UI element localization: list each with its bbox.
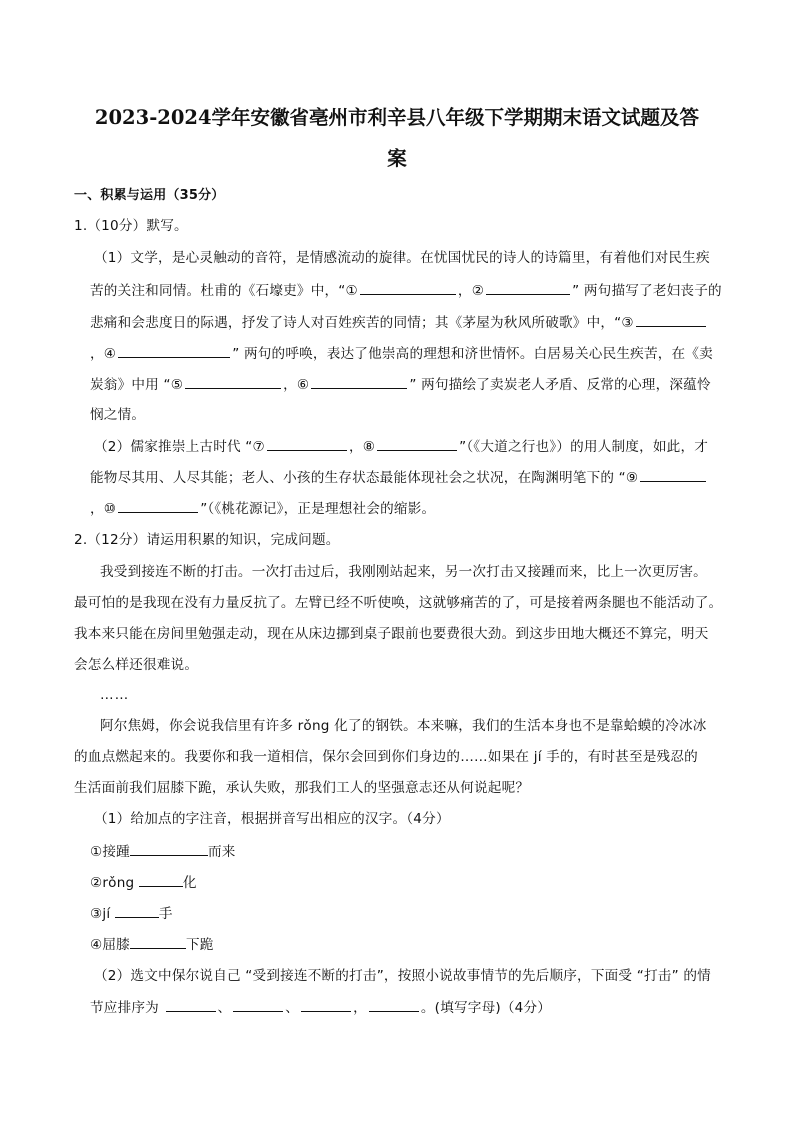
answer-blank-order-4[interactable]	[369, 997, 419, 1012]
answer-blank-order-1[interactable]	[166, 997, 216, 1012]
answer-blank-sub1-2[interactable]	[139, 872, 183, 887]
q1-p1-line-5: 炭翁》中用 “⑤ ，⑥ ” 两句描绘了卖炭老人矛盾、反常的心理，深蕴怜	[90, 374, 711, 395]
q1-p1-line-1: （1）文学，是心灵触动的音符，是情感流动的旋律。在忧国忧民的诗人的诗篇里，有着他们对民生疾	[94, 250, 710, 266]
passage-line-7: 生活面前我们屈膝下跪，承认失败，那我们工人的坚强意志还从何说起呢？	[74, 780, 530, 796]
sub-question-2-line-2: 节应排序为 、 、 ， 。(填写字母)（4分）	[90, 997, 551, 1018]
answer-blank-order-2[interactable]	[233, 997, 283, 1012]
sub1-item-3: ③jí 手	[90, 903, 173, 924]
passage-line-5: 阿尔焦姆，你会说我信里有许多 rǒng 化了的钢铁。本来嘛，我们的生活本身也不是靠蛤蟆的冷冰冰	[100, 718, 707, 734]
answer-blank-2[interactable]	[486, 280, 570, 295]
answer-blank-7[interactable]	[267, 436, 347, 451]
q1-p2-line-3: ，⑩ ”（《桃花源记》，正是理想社会的缩影。	[90, 498, 435, 519]
passage-line-3: 我本来只能在房间里勉强走动，现在从床边挪到桌子跟前也要费很大劲。到这步田地大概还不算完，明天	[74, 626, 709, 642]
q1-p1-line-6: 悯之情。	[90, 407, 146, 423]
passage-line-2: 最可怕的是我现在没有力量反抗了。左臂已经不听使唤，这就够痛苦的了，可是接着两条腿也不能活动了。	[74, 595, 723, 611]
answer-blank-5[interactable]	[185, 374, 281, 389]
answer-blank-order-3[interactable]	[301, 997, 351, 1012]
answer-blank-1[interactable]	[360, 280, 456, 295]
q1-p2-line-2: 能物尽其用、人尽其能；老人、小孩的生存状态最能体现社会之状况，在陶渊明笔下的 “⑨	[90, 467, 708, 488]
sub1-item-2: ②rǒng 化	[90, 872, 197, 893]
answer-blank-sub1-3[interactable]	[115, 903, 159, 918]
answer-blank-8[interactable]	[377, 436, 457, 451]
answer-blank-6[interactable]	[311, 374, 407, 389]
sub1-item-1: ①接踵 而来	[90, 841, 236, 862]
sub1-item-4: ④屈膝 下跪	[90, 934, 214, 955]
sub-question-1-stem: （1）给加点的字注音，根据拼音写出相应的汉字。（4分）	[94, 811, 450, 827]
answer-blank-9[interactable]	[640, 467, 706, 482]
document-title-line-1: 2023-2024学年安徽省亳州市利辛县八年级下学期期末语文试题及答	[94, 106, 700, 129]
sub-question-2-line-1: （2）选文中保尔说自己 “受到接连不断的打击”，按照小说故事情节的先后顺序，下面受 “打击” 的情	[94, 968, 711, 984]
passage-line-4: 会怎么样还很难说。	[74, 657, 199, 673]
answer-blank-10[interactable]	[118, 498, 198, 513]
answer-blank-4[interactable]	[118, 343, 230, 358]
passage-line-1: 我受到接连不断的打击。一次打击过后，我刚刚站起来，另一次打击又接踵而来，比上一次更厉害。	[100, 564, 707, 580]
passage-line-6: 的血点燃起来的。我要你和我一道相信，保尔会回到你们身边的……如果在 jí 手的，有时甚至是残忍的	[74, 749, 698, 765]
passage-ellipsis: ……	[100, 687, 130, 703]
answer-blank-sub1-1[interactable]	[130, 841, 208, 856]
answer-blank-sub1-4[interactable]	[130, 934, 186, 949]
q1-p1-line-4: ，④ ” 两句的呼唤，表达了他崇高的理想和济世情怀。白居易关心民生疾苦，在《卖	[90, 343, 713, 364]
question-1-stem: 1.（10分）默写。	[74, 218, 188, 234]
section-heading: 一、积累与运用（35分）	[74, 188, 225, 203]
q1-p2-line-1: （2）儒家推崇上古时代 “⑦ ，⑧ ”（《大道之行也》）的用人制度，如此，才	[94, 436, 708, 457]
question-2-stem: 2.（12分）请运用积累的知识，完成问题。	[74, 532, 340, 548]
document-title-line-2: 案	[387, 147, 407, 170]
answer-blank-3[interactable]	[636, 312, 706, 327]
q1-p1-line-2: 苦的关注和同情。杜甫的《石壕吏》中，“① ，② ” 两句描写了老妇丧子的	[90, 280, 722, 301]
q1-p1-line-3: 悲痛和会悲度日的际遇，抒发了诗人对百姓疾苦的同情；其《茅屋为秋风所破歌》中，“③	[90, 312, 708, 333]
